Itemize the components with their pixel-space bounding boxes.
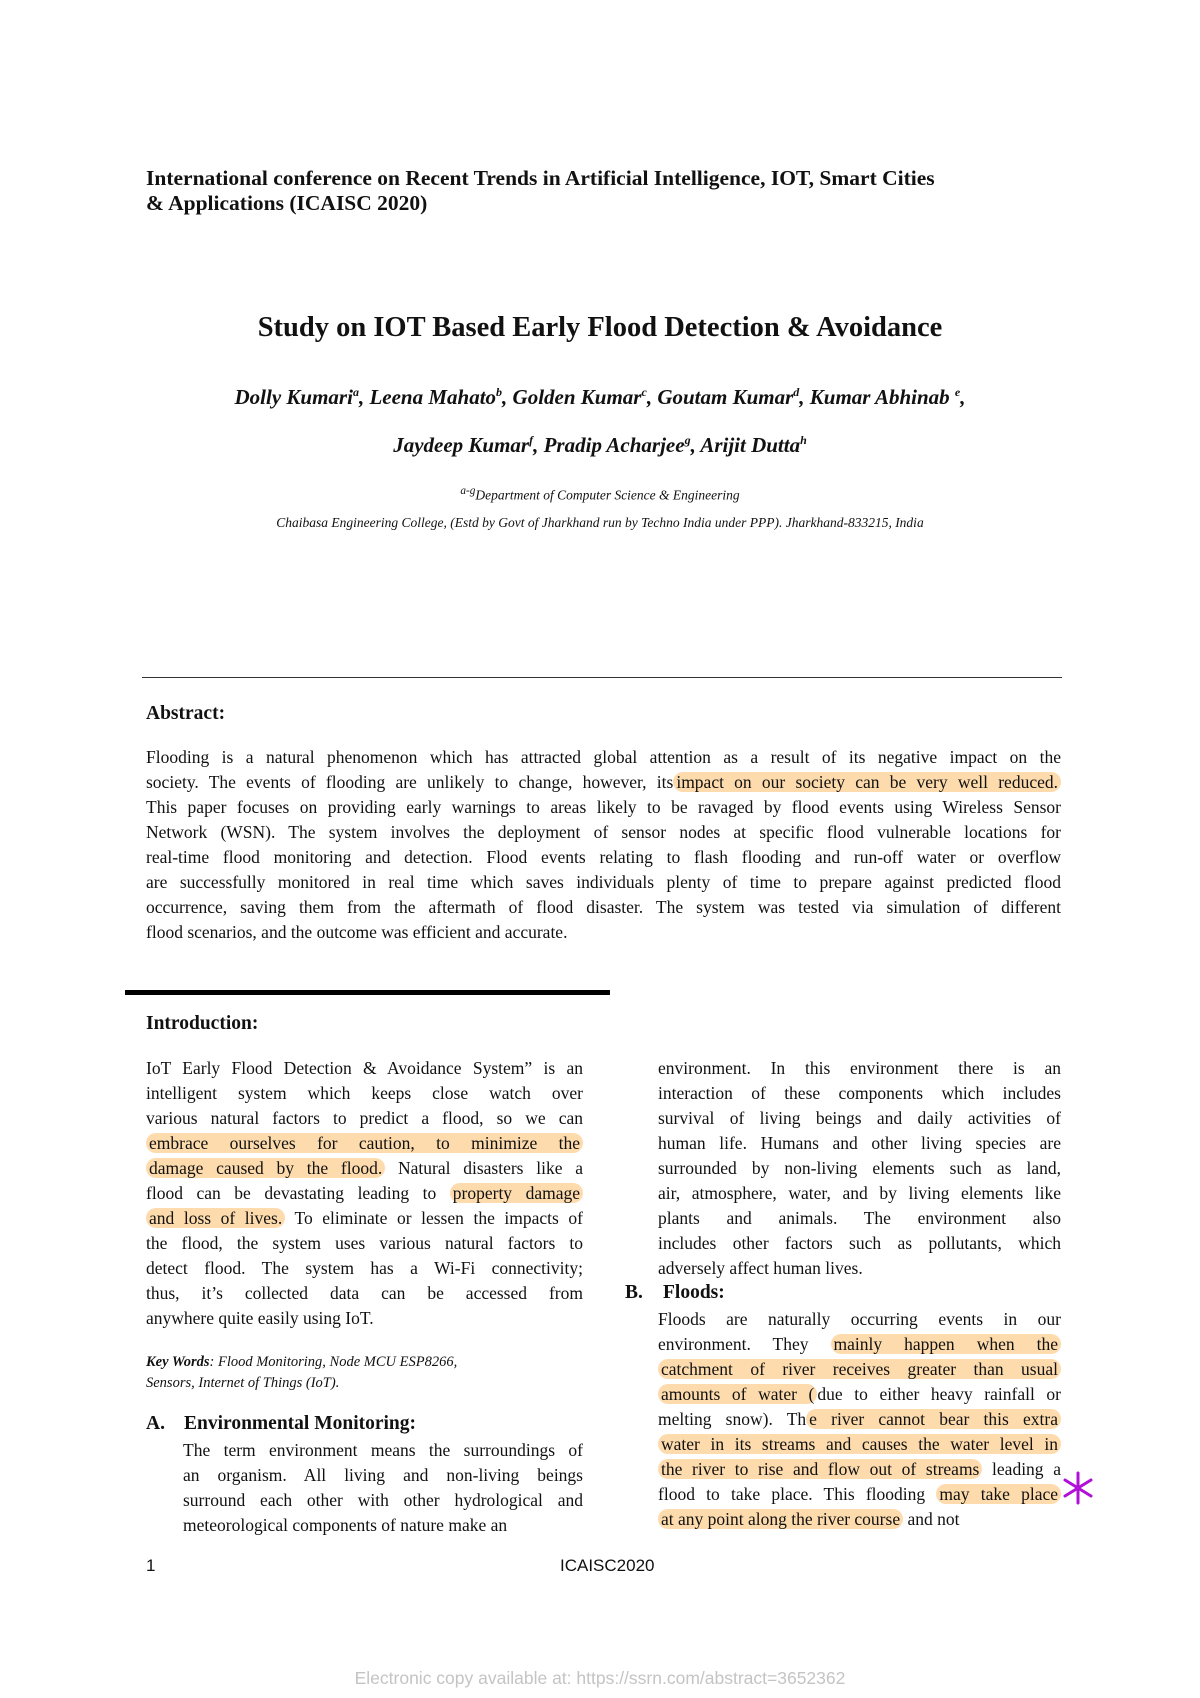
author-separator: , <box>533 433 544 457</box>
text-segment: melting snow). Th <box>658 1409 807 1429</box>
text-segment: adversely affect human lives. <box>658 1258 863 1278</box>
highlighted-text: mainly happen when the <box>831 1334 1061 1354</box>
text-segment: surround each other with other hydrological and <box>183 1490 583 1510</box>
text-segment: includes other factors such as pollutants, which <box>658 1233 1061 1253</box>
text-segment: Flooding is a natural phenomenon which has attracted global attention as a result of its negative impact on the <box>146 747 1061 767</box>
text-segment: leading a <box>982 1459 1061 1479</box>
text-line <box>146 1281 583 1306</box>
text-segment: intelligent system which keeps close watch over <box>146 1083 583 1103</box>
highlighted-text: damage caused by the flood. <box>146 1158 385 1178</box>
text-segment: anywhere quite easily using IoT. <box>146 1308 374 1328</box>
author-sup: c <box>641 385 647 399</box>
text-line <box>146 895 1061 920</box>
section-a-body <box>183 1438 583 1538</box>
keywords-line-2: Sensors, Internet of Things (IoT). <box>146 1375 340 1391</box>
author-name: Golden Kumar <box>512 385 642 409</box>
author-separator: , <box>646 385 658 409</box>
text-segment: Floods are naturally occurring events in our <box>658 1309 1061 1329</box>
conference-header <box>146 166 1066 216</box>
highlighted-text: water in its streams and causes the water level in <box>658 1434 1061 1454</box>
text-segment: interaction of these components which includes <box>658 1083 1061 1103</box>
section-divider <box>125 990 610 995</box>
author-name: Dolly Kumari <box>234 385 353 409</box>
text-segment: flood can be devastating leading to <box>146 1183 450 1203</box>
text-segment: To eliminate or lessen the impacts of <box>285 1208 583 1228</box>
text-segment: plants and animals. The environment also <box>658 1208 1061 1228</box>
text-line <box>146 1256 583 1281</box>
section-a-heading <box>146 1413 416 1435</box>
section-b-heading <box>625 1282 725 1304</box>
text-line <box>146 745 1061 770</box>
text-segment: thus, it’s collected data can be accessed from <box>146 1283 583 1303</box>
author-name: Jaydeep Kumar <box>393 433 530 457</box>
text-segment: detect flood. The system has a Wi-Fi connectivity; <box>146 1258 583 1278</box>
text-segment: This paper focuses on providing early warnings to areas likely to be ravaged by flood events using Wireless Sensor <box>146 797 1061 817</box>
text-line <box>146 1056 583 1081</box>
text-segment: flood scenarios, and the outcome was efficient and accurate. <box>146 922 568 942</box>
highlighted-text: and loss of lives. <box>146 1208 285 1228</box>
highlighted-text: e river cannot bear this extra <box>806 1409 1061 1429</box>
highlighted-text: catchment of river receives greater than usual <box>658 1359 1061 1379</box>
text-segment: IoT Early Flood Detection & Avoidance System” is an <box>146 1058 583 1078</box>
highlighted-text: at any point along the river course <box>658 1509 903 1529</box>
conference-line-1: International conference on Recent Trends in Artificial Intelligence, IOT, Smart Cities <box>146 166 935 190</box>
author-line-1 <box>0 385 1200 410</box>
text-line <box>658 1206 1061 1231</box>
department-name: Department of Computer Science & Engineering <box>475 487 740 503</box>
section-b-title: Floods: <box>663 1282 725 1303</box>
text-segment: Natural disasters like a <box>385 1158 583 1178</box>
text-segment: human life. Humans and other living species are <box>658 1133 1061 1153</box>
text-segment: real-time flood monitoring and detection. Flood events relating to flash flooding and run-off water or overflow <box>146 847 1061 867</box>
author-name: Pradip Acharjee <box>543 433 685 457</box>
author-name: Leena Mahato <box>369 385 497 409</box>
text-segment: environment. They <box>658 1334 831 1354</box>
text-segment: survival of living beings and daily activities of <box>658 1108 1061 1128</box>
department <box>0 485 1200 504</box>
conference-line-2: & Applications (ICAISC 2020) <box>146 191 428 215</box>
text-line <box>658 1407 1061 1432</box>
text-line <box>658 1081 1061 1106</box>
author-sup: d <box>793 385 800 399</box>
section-b-number: B. <box>625 1282 643 1303</box>
text-line <box>658 1231 1061 1256</box>
text-segment: flood to take place. This flooding <box>658 1484 937 1504</box>
text-line <box>658 1482 1061 1507</box>
abstract-heading: Abstract: <box>146 703 226 724</box>
highlighted-text: embrace ourselves for caution, to minimize the <box>146 1133 583 1153</box>
text-line <box>146 1231 583 1256</box>
asterisk-icon <box>1060 1470 1096 1506</box>
text-line <box>658 1131 1061 1156</box>
text-segment: The term environment means the surroundings of <box>183 1440 583 1460</box>
keywords-label: Key Words <box>146 1354 210 1370</box>
author-sup: f <box>529 433 534 447</box>
text-line <box>183 1488 583 1513</box>
author-name: Arijit Dutta <box>700 433 801 457</box>
text-line <box>658 1307 1061 1332</box>
text-line <box>146 1081 583 1106</box>
author-separator: , <box>690 433 701 457</box>
text-line <box>146 845 1061 870</box>
text-segment: surrounded by non-living elements such as land, <box>658 1158 1061 1178</box>
text-line <box>658 1156 1061 1181</box>
text-segment: occurrence, saving them from the aftermath of flood disaster. The system was tested via simulation of different <box>146 897 1061 917</box>
author-sup: g <box>684 433 691 447</box>
text-line <box>146 870 1061 895</box>
author-sup: b <box>496 385 503 399</box>
divider-rule <box>142 677 1062 678</box>
highlighted-text: impact on our society can be very well reduced. <box>673 772 1061 792</box>
text-line <box>146 1306 583 1331</box>
text-line <box>658 1256 1061 1281</box>
introduction-heading: Introduction: <box>146 1013 259 1034</box>
author-line-2 <box>0 433 1200 458</box>
author-separator: , <box>960 385 966 409</box>
text-line <box>146 1131 583 1156</box>
text-segment: the flood, the system uses various natural factors to <box>146 1233 583 1253</box>
text-segment: are successfully monitored in real time which saves individuals plenty of time to prepare against predicted flood <box>146 872 1061 892</box>
text-segment: various natural factors to predict a flood, so we can <box>146 1108 583 1128</box>
author-name: Kumar Abhinab <box>809 385 955 409</box>
section-b-body <box>658 1307 1061 1532</box>
text-segment: environment. In this environment there is an <box>658 1058 1061 1078</box>
text-line <box>658 1382 1061 1407</box>
abstract-body <box>146 745 1061 945</box>
highlighted-text: may take place <box>936 1484 1061 1504</box>
text-line <box>658 1357 1061 1382</box>
text-segment: air, atmosphere, water, and by living elements like <box>658 1183 1061 1203</box>
text-line <box>183 1513 583 1538</box>
text-line <box>658 1432 1061 1457</box>
text-line <box>183 1438 583 1463</box>
introduction-body <box>146 1056 583 1331</box>
author-separator: , <box>799 385 810 409</box>
text-line <box>658 1457 1061 1482</box>
section-a-number: A. <box>146 1413 165 1434</box>
text-line <box>146 1106 583 1131</box>
footer-conference: ICAISC2020 <box>560 1556 655 1575</box>
author-sup: e <box>954 385 961 399</box>
college: Chaibasa Engineering College, (Estd by Govt of Jharkhand run by Techno India under PPP). Jharkhand-833215, India <box>276 515 924 530</box>
page-number: 1 <box>146 1556 156 1575</box>
text-segment: society. The events of flooding are unlikely to change, however, its <box>146 772 674 792</box>
text-line <box>146 1156 583 1181</box>
text-line <box>146 920 1061 945</box>
ssrn-watermark: Electronic copy available at: https://ssrn.com/abstract=3652362 <box>354 1668 846 1688</box>
text-segment: Network (WSN). The system involves the deployment of sensor nodes at specific flood vulnerable locations for <box>146 822 1061 842</box>
text-line <box>658 1332 1061 1357</box>
text-segment: and not <box>903 1509 960 1529</box>
text-line <box>146 1181 583 1206</box>
text-line <box>658 1106 1061 1131</box>
paper-title: Study on IOT Based Early Flood Detection & Avoidance <box>257 312 943 343</box>
highlighted-text: the river to rise and flow out of streams <box>658 1459 982 1479</box>
right-column-body <box>658 1056 1061 1281</box>
keywords <box>146 1352 583 1394</box>
section-a-title: Environmental Monitoring: <box>184 1413 417 1434</box>
author-name: Goutam Kumar <box>657 385 794 409</box>
highlighted-text: amounts of water ( <box>658 1384 817 1404</box>
text-line <box>146 820 1061 845</box>
text-line <box>183 1463 583 1488</box>
author-separator: , <box>358 385 370 409</box>
author-sup: h <box>800 433 807 447</box>
text-line <box>146 795 1061 820</box>
text-line <box>146 770 1061 795</box>
text-segment: an organism. All living and non-living beings <box>183 1465 583 1485</box>
highlighted-text: property damage <box>450 1183 583 1203</box>
author-separator: , <box>502 385 513 409</box>
text-segment: due to either heavy rainfall or <box>817 1384 1061 1404</box>
affiliation-sup: a-g <box>460 485 476 497</box>
text-segment: meteorological components of nature make an <box>183 1515 508 1535</box>
text-line <box>658 1507 1061 1532</box>
keywords-line-1: : Flood Monitoring, Node MCU ESP8266, <box>209 1354 458 1370</box>
text-line <box>658 1056 1061 1081</box>
text-line <box>146 1206 583 1231</box>
author-sup: a <box>352 385 359 399</box>
text-line <box>658 1181 1061 1206</box>
